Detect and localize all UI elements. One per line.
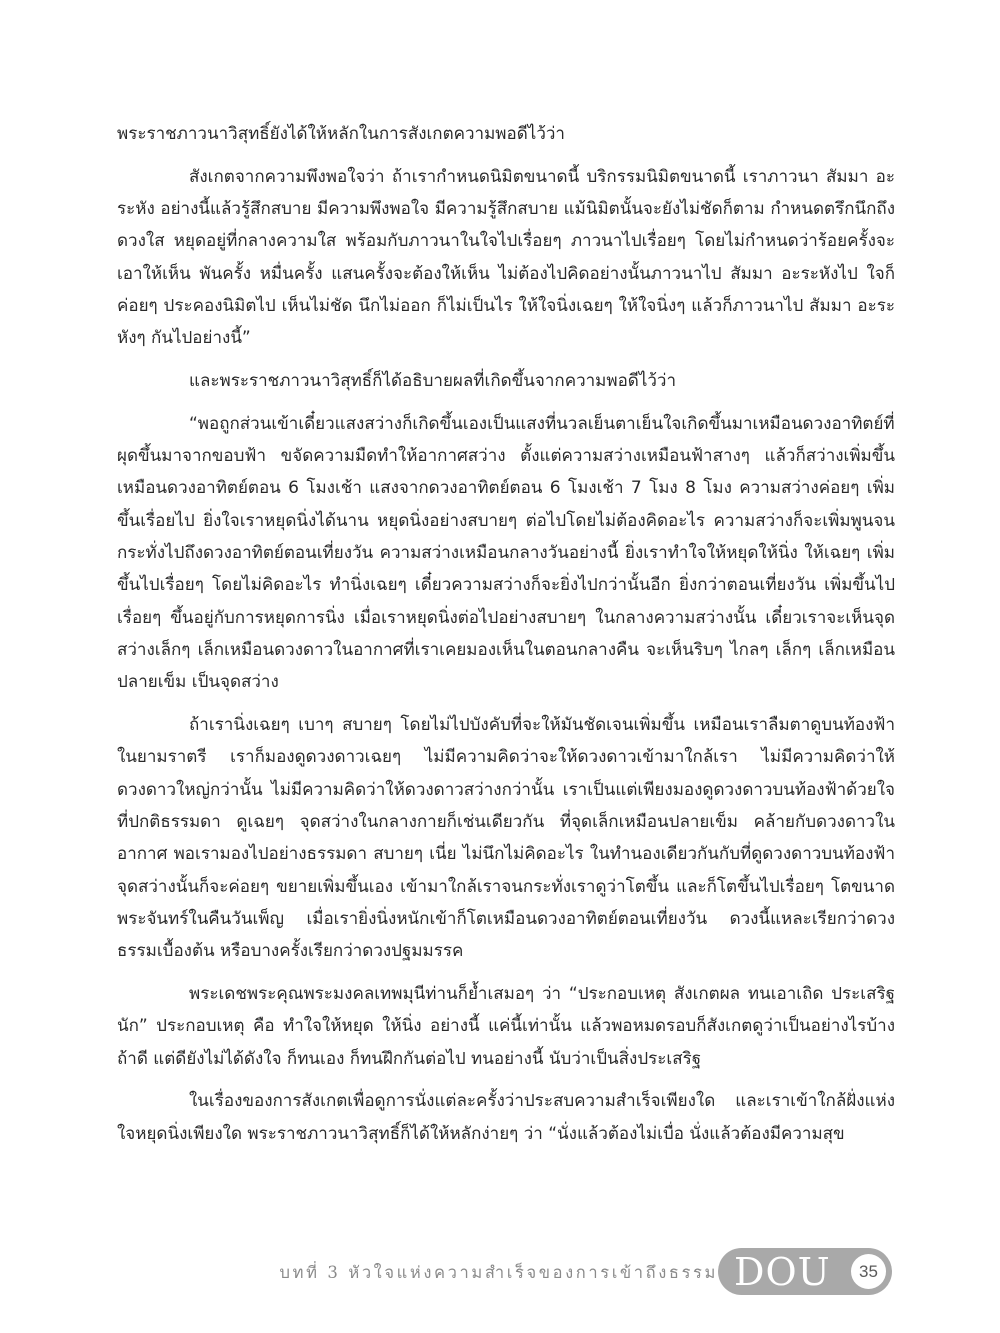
paragraph-quote-brightness: “พอถูกส่วนเข้าเดี๋ยวแสงสว่างก็เกิดขึ้นเองเป็นแสงที่นวลเย็นตาเย็นใจเกิดขึ้นมาเหมือนดวงอาทิตย์ที่ผุดขึ้นมาจากขอบฟ้า ขจัดความมืดทำให้อากาศสว่าง ตั้งแต่ความสว่างเหมือนฟ้าสางๆ แล้วก็สว่างเพิ่มขึ้นเหมือนดวงอาทิตย์ตอน 6 โมงเช้า แสงจากดวงอาทิตย์ตอน 6 โมงเช้า 7 โมง 8 โมง ความสว่างค่อยๆ เพิ่มขึ้นเรื่อยไป ยิ่งใจเราหยุดนิ่งได้นาน หยุดนิ่งอย่างสบายๆ ต่อไปโดยไม่ต้องคิดอะไร ความสว่างก็จะเพิ่มพูนจนกระทั่งไปถึงดวงอาทิตย์ตอนเที่ยงวัน ความสว่างเหมือนกลางวันอย่างนี้ ยิ่งเราทำใจให้หยุดให้นิ่ง ให้เฉยๆ เพิ่มขึ้นไปเรื่อยๆ โดยไม่คิดอะไร ทำนิ่งเฉยๆ เดี๋ยวความสว่างก็จะยิ่งไปกว่านั้นอีก ยิ่งกว่าตอนเที่ยงวัน เพิ่มขึ้นไปเรื่อยๆ ขึ้นอยู่กับการหยุดการนิ่ง เมื่อเราหยุดนิ่งต่อไปอย่างสบายๆ ในกลางความสว่างนั้น เดี๋ยวเราจะเห็นจุดสว่างเล็กๆ เล็กเหมือนดวงดาวในอากาศที่เราเคยมองเห็นในตอนกลางคืน จะเห็นริบๆ ไกลๆ เล็กๆ เล็กเหมือนปลายเข็ม เป็นจุดสว่าง [117,413,895,693]
paragraph-quote-contentment: สังเกตจากความพึงพอใจว่า ถ้าเรากำหนดนิมิตขนาดนี้ บริกรรมนิมิตขนาดนี้ เราภาวนา สัมมา อะระหัง อย่างนี้แล้วรู้สึกสบาย มีความพึงพอใจ มีความรู้สึกสบาย แม้นิมิตนั้นจะยังไม่ชัดก็ตาม กำหนดตรึกนึกถึงดวงใส หยุดอยู่ที่กลางความใส พร้อมกับภาวนาในใจไปเรื่อยๆ ภาวนาไปเรื่อยๆ โดยไม่กำหนดว่าร้อยครั้งจะเอาให้เห็น พันครั้ง หมื่นครั้ง แสนครั้งจะต้องให้เห็น ไม่ต้องไปคิดอย่างนั้นภาวนาไป สัมมา อะระหังไป ใจก็ค่อยๆ ประคองนิมิตไป เห็นไม่ชัด นึกไม่ออก ก็ไม่เป็นไร ให้ใจนิ่งเฉยๆ ให้ใจนิ่งๆ แล้วก็ภาวนาไป สัมมา อะระหังๆ กันไปอย่างนี้” [117,166,895,349]
paragraph-teacher-saying: พระเดชพระคุณพระมงคลเทพมุนีท่านก็ย้ำเสมอๆ ว่า “ประกอบเหตุ สังเกตผล ทนเอาเถิด ประเสริฐนัก” ประกอบเหตุ คือ ทำใจให้หยุด ให้นิ่ง อย่างนี้ แค่นี้เท่านั้น แล้วพอหมดรอบก็สังเกตดูว่าเป็นอย่างไรบ้าง ถ้าดี แต่ดียังไม่ได้ดังใจ ก็ทนเอง ก็ทนฝึกกันต่อไป ทนอย่างนี้ นับว่าเป็นสิ่งประเสริฐ [117,983,895,1069]
dou-logo: DOU [734,1250,831,1294]
paragraph-stars-analogy: ถ้าเรานิ่งเฉยๆ เบาๆ สบายๆ โดยไม่ไปบังคับที่จะให้มันชัดเจนเพิ่มขึ้น เหมือนเราลืมตาดูบนท้องฟ้าในยามราตรี เราก็มองดูดวงดาวเฉยๆ ไม่มีความคิดว่าจะให้ดวงดาวเข้ามาใกล้เรา ไม่มีความคิดว่าให้ดวงดาวใหญ่กว่านั้น ไม่มีความคิดว่าให้ดวงดาวสว่างกว่านั้น เราเป็นแต่เพียงมองดูดวงดาวบนท้องฟ้าด้วยใจที่ปกติธรรมดา ดูเฉยๆ จุดสว่างในกลางกายก็เช่นเดียวกัน ที่จุดเล็กเหมือนปลายเข็ม คล้ายกับดวงดาวในอากาศ พอเรามองไปอย่างธรรมดา สบายๆ เนี่ย ไม่นึกไม่คิดอะไร ในทำนองเดียวกันกับที่ดูดวงดาวบนท้องฟ้า จุดสว่างนั้นก็จะค่อยๆ ขยายเพิ่มขึ้นเอง เข้ามาใกล้เราจนกระทั่งเราดูว่าโตขึ้น และก็โตขึ้นไปเรื่อยๆ โตขนาดพระจันทร์ในคืนวันเพ็ญ เมื่อเรายิ่งนิ่งหนักเข้าก็โตเหมือนดวงอาทิตย์ตอนเที่ยงวัน ดวงนี้แหละเรียกว่าดวงธรรมเบื้องต้น หรือบางครั้งเรียกว่าดวงปฐมมรรค [117,715,895,962]
page-badge [718,1248,892,1295]
page-number: 35 [851,1254,886,1289]
page-body [117,118,895,1150]
paragraph-explanation-intro: และพระราชภาวนาวิสุทธิ์ก็ได้อธิบายผลที่เกิดขึ้นจากความพอดีไว้ว่า [189,371,677,392]
paragraph-observation-principle: ในเรื่องของการสังเกตเพื่อดูการนั่งแต่ละครั้งว่าประสบความสำเร็จเพียงใด และเราเข้าใกล้ฝั่งแห่งใจหยุดนิ่งเพียงใด พระราชภาวนาวิสุทธิ์ก็ได้ให้หลักง่ายๆ ว่า “นั่งแล้วต้องไม่เบื่อ นั่งแล้วต้องมีความสุข [117,1091,895,1144]
paragraph-intro: พระราชภาวนาวิสุทธิ์ยังได้ให้หลักในการสังเกตความพอดีไว้ว่า [117,124,565,144]
page-footer [0,1248,1000,1298]
chapter-title: บทที่ 3 หัวใจแห่งความสำเร็จของการเข้าถึงธรรม [279,1263,718,1282]
